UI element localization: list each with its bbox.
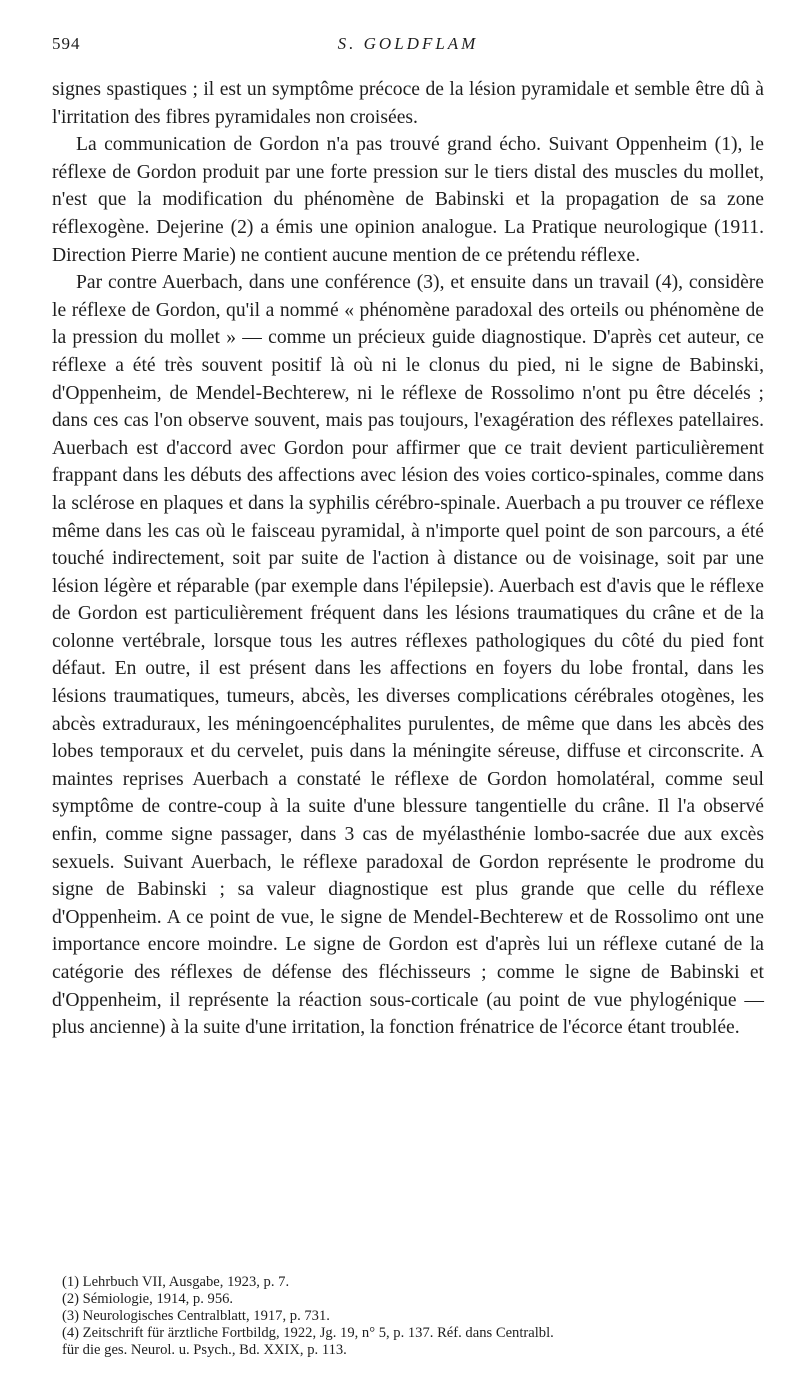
running-head: [52, 34, 764, 56]
footnotes: [62, 1274, 764, 1359]
paragraph-continuation: signes spastiques ; il est un symptôme précoce de la lésion pyramidale et semble être dû à l'irritation des fibres pyramidales non croisées.: [52, 79, 764, 128]
page-number: 594: [52, 34, 81, 53]
footnote: (3) Neurologisches Centralblatt, 1917, p. 731.: [62, 1308, 330, 1324]
book-page: [52, 0, 764, 1386]
footnote: (4) Zeitschrift für ärztliche Fortbildg, 1922, Jg. 19, n° 5, p. 137. Réf. dans Centralbl.: [62, 1325, 554, 1341]
footnote: (1) Lehrbuch VII, Ausgabe, 1923, p. 7.: [62, 1274, 290, 1290]
footnote: (2) Sémiologie, 1914, p. 956.: [62, 1291, 234, 1307]
running-title: S. GOLDFLAM: [337, 34, 479, 53]
body-text: [52, 76, 764, 1042]
paragraph: Par contre Auerbach, dans une conférence (3), et ensuite dans un travail (4), considère le réflexe de Gordon, qu'il a nommé « phénomène paradoxal des orteils ou phénomène de la pression du mollet » — comme un précieux guide diagnostique. D'après cet auteur, ce réflexe a été très souvent positif là où ni le clonus du pied, ni le signe de Babinski, d'Oppenheim, de Mendel-Bechterew, ni le réflexe de Rossolimo n'ont pu être décelés ; dans ces cas l'on observe souvent, mais pas toujours, l'exagération des réflexes patellaires. Auerbach est d'accord avec Gordon pour affirmer que ce trait devient particulièrement frappant dans les débuts des affections avec lésion des voies cortico-spinales, comme dans la sclérose en plaques et dans la syphilis cérébro-spinale. Auerbach a pu trouver ce réflexe même dans les cas où le faisceau pyramidal, à n'importe quel point de son parcours, a été touché indirectement, soit par suite de l'action à distance ou de voisinage, soit par une lésion légère et réparable (par exemple dans l'épilepsie). Auerbach est d'avis que le réflexe de Gordon est particulièrement fréquent dans les lésions traumatiques du crâne et de la colonne vertébrale, lorsque tous les autres réflexes pathologiques du côté du pied font défaut. En outre, il est présent dans les affections en foyers du lobe frontal, dans les lésions traumatiques, tumeurs, abcès, les diverses complications cérébrales otogènes, les abcès extraduraux, les méningoencéphalites purulentes, de même que dans les abcès des lobes temporaux et du cervelet, puis dans la méningite séreuse, diffuse et circonscrite. A maintes reprises Auerbach a constaté le réflexe de Gordon homolatéral, comme seul symptôme de contre-coup à la suite d'une blessure tangentielle du crâne. Il l'a observé enfin, comme signe passager, dans 3 cas de myélasthénie lombo-sacrée due aux excès sexuels. Suivant Auerbach, le réflexe paradoxal de Gordon représente le prodrome du signe de Babinski ; sa valeur diagnostique est plus grande que celle du réflexe d'Oppenheim. A ce point de vue, le signe de Mendel-Bechterew et de Rossolimo ont une importance encore moindre. Le signe de Gordon est d'après lui un réflexe cutané de la catégorie des réflexes de défense des fléchisseurs ; comme le signe de Babinski et d'Oppenheim, il représente la réaction sous-corticale (au point de vue phylogénique — plus ancienne) à la suite d'une irritation, la fonction frénatrice de l'écorce étant troublée.: [52, 272, 764, 1039]
footnote-continuation: für die ges. Neurol. u. Psych., Bd. XXIX, p. 113.: [62, 1342, 347, 1358]
paragraph: La communication de Gordon n'a pas trouvé grand écho. Suivant Oppenheim (1), le réflexe de Gordon produit par une forte pression sur le tiers distal des muscles du mollet, n'est que la modification du phénomène de Babinski et la propagation de sa zone réflexogène. Dejerine (2) a émis une opinion analogue. La Pratique neurologique (1911. Direction Pierre Marie) ne contient aucune mention de ce prétendu réflexe.: [52, 134, 764, 266]
